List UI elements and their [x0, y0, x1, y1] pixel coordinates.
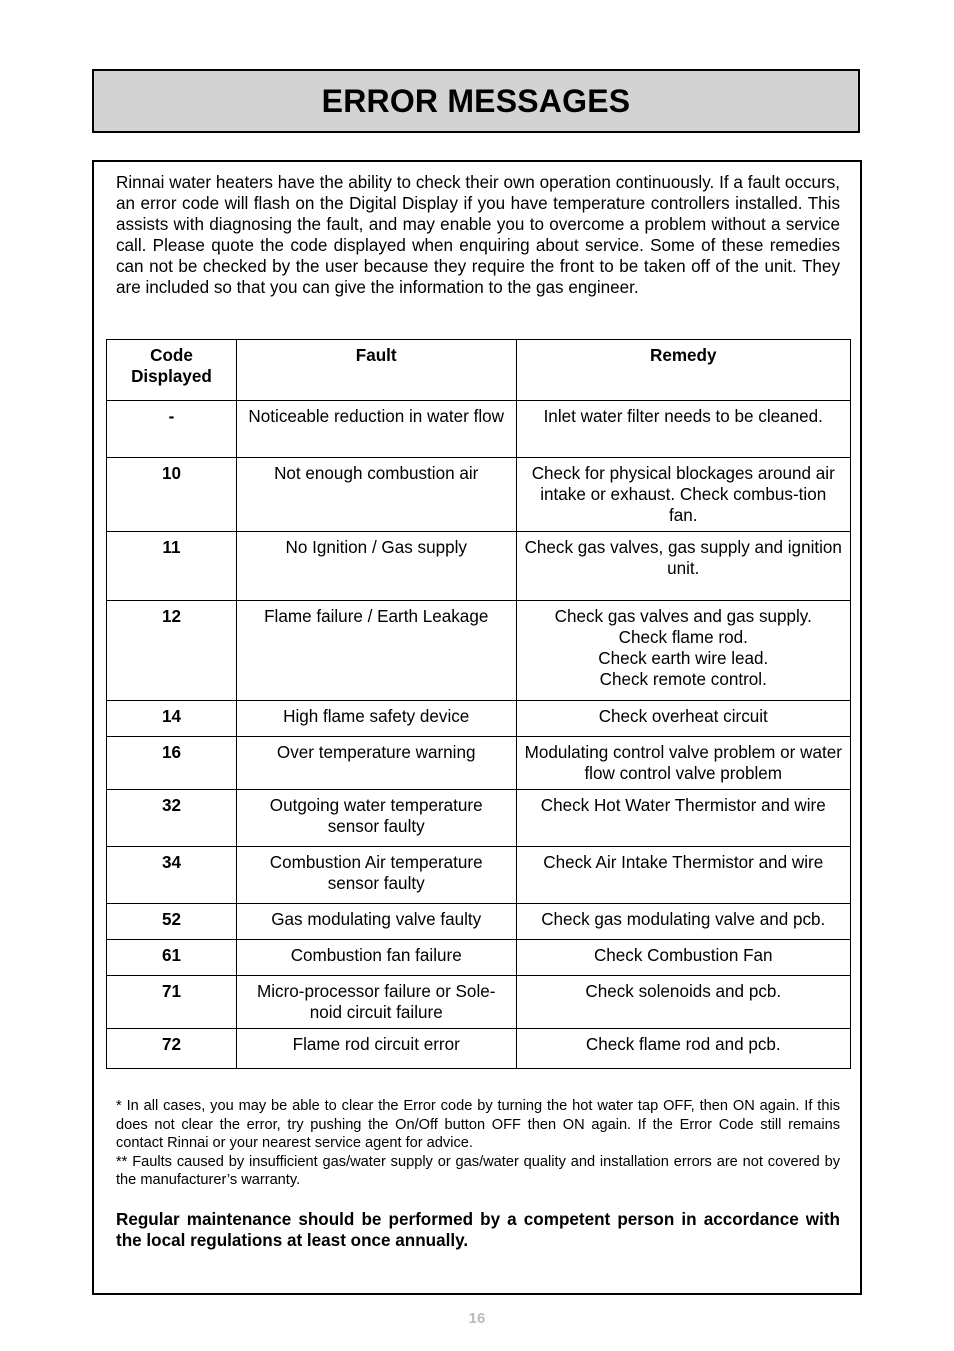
remedy-description — [516, 401, 850, 458]
remedy-line: Check overheat circuit — [598, 707, 768, 726]
remedy-line: Check gas valves, gas supply and ignition unit. — [524, 538, 842, 578]
table-row — [107, 601, 851, 701]
remedy-description — [516, 940, 850, 976]
remedy-line: Check flame rod and pcb. — [585, 1035, 781, 1054]
fault-description: High flame safety device — [236, 701, 516, 737]
fault-description: Combustion Air temperature sensor faulty — [236, 847, 516, 904]
fault-description: Flame rod circuit error — [236, 1029, 516, 1069]
error-code: 52 — [107, 904, 237, 940]
page-number: 16 — [468, 1310, 486, 1327]
footnote-double-star: ** Faults caused by insufficient gas/water supply or gas/water quality and installation errors are not covered by the manufacturer’s warranty. — [116, 1153, 840, 1188]
header-remedy: Remedy — [516, 340, 850, 401]
error-code: 72 — [107, 1029, 237, 1069]
remedy-description — [516, 976, 850, 1029]
error-code: 14 — [107, 701, 237, 737]
fault-description: Combustion fan failure — [236, 940, 516, 976]
table-row — [107, 401, 851, 458]
title-banner — [92, 69, 860, 133]
fault-description: Micro-processor failure or Sole-noid circuit failure — [236, 976, 516, 1029]
fault-description: Over temperature warning — [236, 737, 516, 790]
fault-description: Not enough combustion air — [236, 458, 516, 532]
table-row — [107, 904, 851, 940]
intro-paragraph: Rinnai water heaters have the ability to check their own operation continuously. If a fault occurs, an error code will flash on the Digital Display if you have temperature controllers installed. This assists with diagnosing the fault, and may enable you to overcome a problem without a service call. Please quote the code displayed when enquiring about service. Some of these remedies can not be checked by the user because they require the front to be taken off of the unit. They are included so that you can give the information to the gas engineer. — [116, 173, 840, 297]
content-box — [92, 160, 862, 1295]
table-row — [107, 1029, 851, 1069]
header-fault: Fault — [236, 340, 516, 401]
remedy-line: Check earth wire lead. — [598, 649, 769, 668]
table-row — [107, 532, 851, 601]
remedy-description — [516, 847, 850, 904]
error-code: 10 — [107, 458, 237, 532]
remedy-description — [516, 601, 850, 701]
error-code: 32 — [107, 790, 237, 847]
error-code: 16 — [107, 737, 237, 790]
remedy-description — [516, 532, 850, 601]
remedy-description — [516, 701, 850, 737]
table-row — [107, 976, 851, 1029]
remedy-line: Check for physical blockages around air intake or exhaust. Check combus-tion fan. — [531, 464, 835, 525]
table-row — [107, 790, 851, 847]
table-row — [107, 940, 851, 976]
table-header-row — [107, 340, 851, 401]
fault-description: No Ignition / Gas supply — [236, 532, 516, 601]
error-code: 61 — [107, 940, 237, 976]
error-code: 11 — [107, 532, 237, 601]
error-code: 12 — [107, 601, 237, 701]
error-code: - — [107, 401, 237, 458]
fault-description: Gas modulating valve faulty — [236, 904, 516, 940]
remedy-description — [516, 737, 850, 790]
remedy-line: Modulating control valve problem or water flow control valve problem — [524, 743, 842, 783]
page-title: ERROR MESSAGES — [321, 82, 631, 119]
remedy-description — [516, 904, 850, 940]
error-codes-table — [106, 339, 851, 1069]
header-code: Code Displayed — [107, 340, 237, 401]
remedy-line: Inlet water filter needs to be cleaned. — [543, 407, 823, 426]
table-row — [107, 737, 851, 790]
remedy-line: Check Air Intake Thermistor and wire — [543, 853, 824, 872]
footnotes — [116, 1097, 840, 1190]
error-code: 34 — [107, 847, 237, 904]
remedy-line: Check solenoids and pcb. — [585, 982, 782, 1001]
fault-description: Outgoing water temperature sensor faulty — [236, 790, 516, 847]
fault-description: Flame failure / Earth Leakage — [236, 601, 516, 701]
remedy-line: Check Hot Water Thermistor and wire — [540, 796, 826, 815]
remedy-line: Check Combustion Fan — [593, 946, 773, 965]
remedy-description — [516, 458, 850, 532]
table-row — [107, 847, 851, 904]
fault-description: Noticeable reduction in water flow — [236, 401, 516, 458]
remedy-line: Check remote control. — [599, 670, 767, 689]
remedy-description — [516, 790, 850, 847]
maintenance-notice: Regular maintenance should be performed by a competent person in accordance with the local regulations at least once annually. — [116, 1210, 840, 1250]
remedy-line: Check gas modulating valve and pcb. — [541, 910, 826, 929]
footnote-single-star: * In all cases, you may be able to clear the Error code by turning the hot water tap OFF, then ON again. If this does not clear the error, try pushing the On/Off button OFF then ON again. If the Error Code still remains contact Rinnai or your nearest service agent for advice. — [116, 1098, 840, 1151]
remedy-line: Check gas valves and gas supply. — [554, 607, 812, 626]
remedy-description — [516, 1029, 850, 1069]
remedy-line: Check flame rod. — [618, 628, 748, 647]
error-code: 71 — [107, 976, 237, 1029]
table-row — [107, 458, 851, 532]
table-row — [107, 701, 851, 737]
